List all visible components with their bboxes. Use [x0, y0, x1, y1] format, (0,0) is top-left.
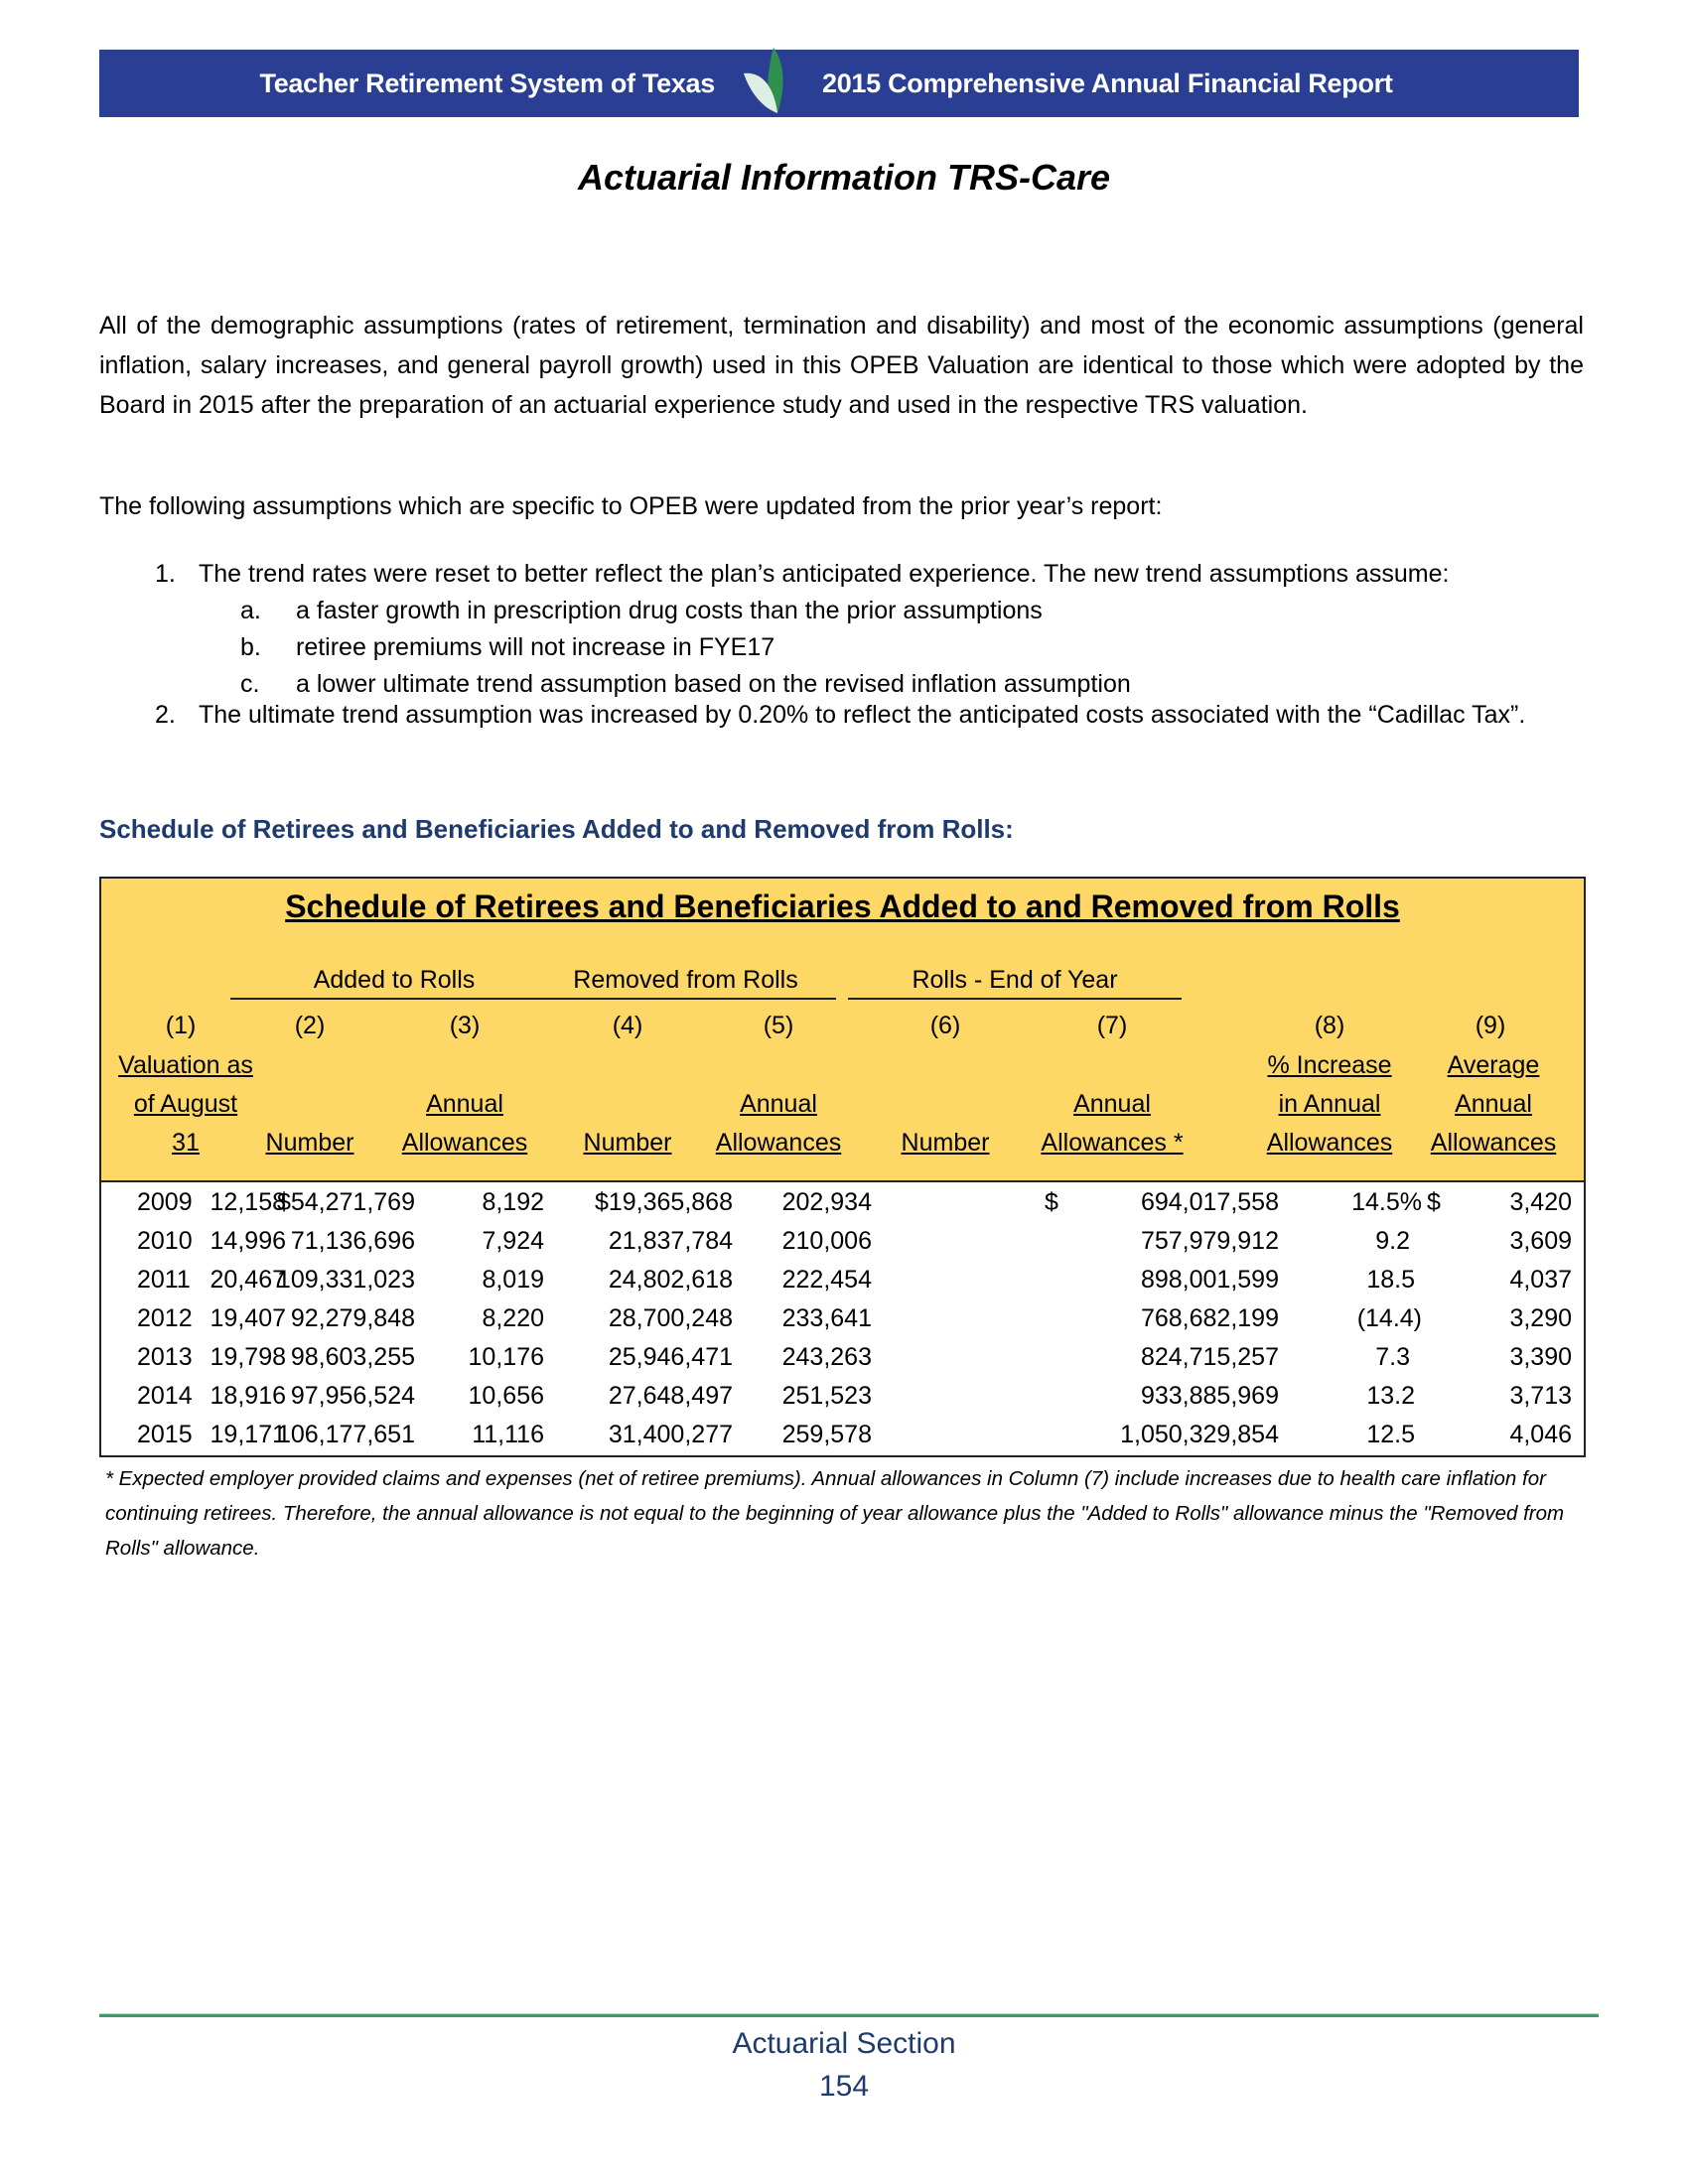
col6-header: Number — [901, 1129, 990, 1157]
cell-pct-increase: 7.3 — [1375, 1343, 1410, 1371]
sub-text: a lower ultimate trend assumption based on the revised inflation assumption — [296, 670, 1131, 698]
cell-avg-allowance: 4,046 — [1509, 1421, 1572, 1448]
header-banner — [99, 50, 1579, 117]
cell-added-allowances: 98,603,255 — [290, 1343, 415, 1371]
assumption-item-2 — [99, 695, 1584, 735]
cell-added-allowances: 71,136,696 — [290, 1227, 415, 1255]
cell-added-number: 20,467 — [210, 1266, 286, 1294]
org-name: Teacher Retirement System of Texas — [259, 68, 715, 98]
cell-end-number: 259,578 — [781, 1421, 872, 1448]
col5-header-line1: Annual — [740, 1090, 817, 1118]
assumption-item-1 — [99, 556, 1584, 703]
cell-year: 2013 — [137, 1343, 193, 1371]
cell-year: 2014 — [137, 1382, 193, 1410]
cell-added-allowances: 92,279,848 — [290, 1304, 415, 1332]
cell-avg-allowance: 4,037 — [1509, 1266, 1572, 1294]
cell-removed-number: 7,924 — [482, 1227, 544, 1255]
col3-header-line2: Allowances — [401, 1129, 528, 1157]
cell-year: 2015 — [137, 1421, 193, 1448]
cell-removed-allowances: 24,802,618 — [608, 1266, 733, 1294]
cell-year: 2009 — [137, 1188, 193, 1216]
col-number-5: (5) — [763, 1012, 794, 1039]
group-rolls-end-of-year: Rolls - End of Year — [848, 966, 1182, 1000]
cell-year: 2010 — [137, 1227, 193, 1255]
col8-header-line1: % Increase — [1267, 1051, 1392, 1079]
assumptions-lead-paragraph: The following assumptions which are specific to OPEB were updated from the prior year’s report: — [99, 492, 1163, 520]
col7-header-line1: Annual — [1073, 1090, 1151, 1118]
col9-header-line3: Allowances — [1430, 1129, 1557, 1157]
cell-removed-allowances: 25,946,471 — [608, 1343, 733, 1371]
cell-avg-allowance: 3,390 — [1509, 1343, 1572, 1371]
cell-pct-increase: 9.2 — [1375, 1227, 1410, 1255]
cell-removed-number: 8,019 — [482, 1266, 544, 1294]
section-heading: Schedule of Retirees and Beneficiaries Added to and Removed from Rolls: — [99, 814, 1014, 844]
cell-removed-allowances: 21,837,784 — [608, 1227, 733, 1255]
table-row — [101, 1343, 1584, 1382]
table-row — [101, 1382, 1584, 1421]
col1-header-line3: 31 — [172, 1129, 200, 1157]
table-row — [101, 1421, 1584, 1459]
cell-removed-allowances: $19,365,868 — [594, 1188, 733, 1216]
list-text: The trend rates were reset to better reflect the plan’s anticipated experience. The new trend assumptions assume: — [199, 560, 1450, 588]
footer-divider — [99, 2013, 1599, 2017]
sub-letter: a. — [240, 597, 261, 624]
cell-avg-allowance: 3,713 — [1509, 1382, 1572, 1410]
footer-section-name: Actuarial Section — [732, 2027, 956, 2060]
sub-text: a faster growth in prescription drug costs than the prior assumptions — [296, 597, 1043, 624]
col-number-8: (8) — [1314, 1012, 1345, 1039]
cell-added-allowances: 109,331,023 — [276, 1266, 415, 1294]
cell-removed-number: 8,192 — [482, 1188, 544, 1216]
col5-header-line2: Allowances — [715, 1129, 842, 1157]
col2-header: Number — [265, 1129, 354, 1157]
col-number-1: (1) — [165, 1012, 197, 1039]
col1-header-line1: Valuation as — [118, 1051, 253, 1079]
cell-added-number: 18,916 — [210, 1382, 286, 1410]
table-row — [101, 1304, 1584, 1343]
cell-added-allowances: $54,271,769 — [276, 1188, 415, 1216]
col8-header-line2: in Annual — [1278, 1090, 1381, 1118]
cell-avg-dollar: $ — [1427, 1188, 1441, 1216]
sub-item-b — [99, 629, 1584, 666]
cell-year: 2011 — [137, 1266, 191, 1294]
cell-pct-increase: 14.5% — [1351, 1188, 1422, 1216]
list-number: 1. — [155, 560, 176, 588]
page-number: 154 — [818, 2070, 870, 2103]
cell-removed-number: 10,176 — [468, 1343, 544, 1371]
cell-end-allowances: 898,001,599 — [1140, 1266, 1279, 1294]
col4-header: Number — [583, 1129, 672, 1157]
cell-removed-allowances: 28,700,248 — [608, 1304, 733, 1332]
cell-added-allowances: 97,956,524 — [290, 1382, 415, 1410]
cell-end-allowances: 1,050,329,854 — [1120, 1421, 1279, 1448]
list-number: 2. — [155, 701, 176, 729]
cell-added-number: 12,158 — [210, 1188, 286, 1216]
list-text: The ultimate trend assumption was increased by 0.20% to reflect the anticipated costs associated with the “Cadillac Tax”. — [199, 701, 1526, 729]
cell-added-number: 14,996 — [210, 1227, 286, 1255]
sub-text: retiree premiums will not increase in FYE17 — [296, 633, 775, 661]
cell-end-number: 233,641 — [781, 1304, 872, 1332]
col8-header-line3: Allowances — [1266, 1129, 1393, 1157]
cell-pct-increase: 13.2 — [1366, 1382, 1415, 1410]
leaf-icon — [740, 46, 789, 121]
cell-end-allowances: 768,682,199 — [1140, 1304, 1279, 1332]
cell-end-number: 243,263 — [781, 1343, 872, 1371]
cell-added-allowances: 106,177,651 — [276, 1421, 415, 1448]
cell-removed-number: 10,656 — [468, 1382, 544, 1410]
cell-year: 2012 — [137, 1304, 193, 1332]
cell-added-number: 19,798 — [210, 1343, 286, 1371]
table-row — [101, 1227, 1584, 1266]
table-row — [101, 1266, 1584, 1304]
cell-removed-number: 8,220 — [482, 1304, 544, 1332]
page-title: Actuarial Information TRS-Care — [577, 157, 1111, 198]
cell-end-number: 251,523 — [781, 1382, 872, 1410]
rolls-schedule-table — [99, 877, 1586, 1457]
col9-header-line1: Average — [1447, 1051, 1540, 1079]
col7-header-line2: Allowances * — [1041, 1129, 1184, 1157]
cell-added-number: 19,171 — [210, 1421, 286, 1448]
sub-letter: b. — [240, 633, 261, 661]
table-title: Schedule of Retirees and Beneficiaries Added to and Removed from Rolls — [285, 888, 1400, 924]
col1-header-line2: of August — [133, 1090, 238, 1118]
cell-pct-increase: (14.4) — [1356, 1304, 1422, 1332]
sub-letter: c. — [240, 670, 260, 698]
group-removed-from-rolls: Removed from Rolls — [535, 966, 836, 1000]
col-number-3: (3) — [449, 1012, 481, 1039]
cell-end-allowances: 757,979,912 — [1140, 1227, 1279, 1255]
cell-removed-allowances: 31,400,277 — [608, 1421, 733, 1448]
cell-avg-allowance: 3,609 — [1509, 1227, 1572, 1255]
col-number-4: (4) — [612, 1012, 643, 1039]
cell-pct-increase: 12.5 — [1366, 1421, 1415, 1448]
col-number-6: (6) — [929, 1012, 961, 1039]
col-number-7: (7) — [1096, 1012, 1128, 1039]
table-row — [101, 1188, 1584, 1227]
cell-removed-number: 11,116 — [472, 1421, 544, 1448]
cell-pct-increase: 18.5 — [1366, 1266, 1415, 1294]
cell-end-allowances: 933,885,969 — [1140, 1382, 1279, 1410]
table-footnote: * Expected employer provided claims and expenses (net of retiree premiums). Annual allowances in Column (7) include increases due to health care inflation for continuing retirees. Therefore, the annual allowance is not equal to the beginning of year allowance plus the "Added to Rolls" allowance minus the "Removed from Rolls" allowance. — [105, 1467, 1565, 1560]
cell-end-allowances: 694,017,558 — [1140, 1188, 1279, 1216]
cell-end-number: 210,006 — [781, 1227, 872, 1255]
col-number-2: (2) — [294, 1012, 326, 1039]
cell-end-number: 202,934 — [781, 1188, 872, 1216]
sub-item-a — [99, 593, 1584, 629]
cell-added-number: 19,407 — [210, 1304, 286, 1332]
cell-end-allowances: 824,715,257 — [1140, 1343, 1279, 1371]
report-name: 2015 Comprehensive Annual Financial Report — [822, 68, 1393, 98]
intro-paragraph: All of the demographic assumptions (rates of retirement, termination and disability) and most of the economic assumptions (general inflation, salary increases, and general payroll growth) used in this OPEB Valuation are identical to those which were adopted by the Board in 2015 after the preparation of an actuarial experience study and used in the respective TRS valuation. — [99, 312, 1584, 419]
col9-header-line2: Annual — [1455, 1090, 1532, 1118]
cell-avg-allowance: 3,420 — [1509, 1188, 1572, 1216]
cell-avg-allowance: 3,290 — [1509, 1304, 1572, 1332]
table-header — [101, 879, 1584, 1182]
cell-end-dollar: $ — [1045, 1188, 1058, 1216]
cell-removed-allowances: 27,648,497 — [608, 1382, 733, 1410]
group-added-to-rolls: Added to Rolls — [230, 966, 558, 1000]
col-number-9: (9) — [1475, 1012, 1506, 1039]
col3-header-line1: Annual — [426, 1090, 503, 1118]
cell-end-number: 222,454 — [781, 1266, 872, 1294]
